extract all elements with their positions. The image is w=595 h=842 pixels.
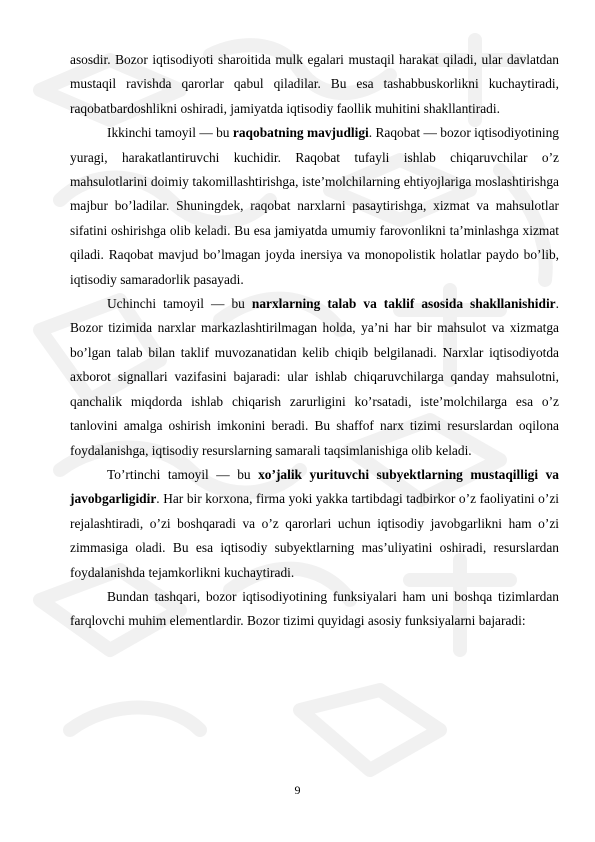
paragraph-text: . Har bir korxona, firma yoki yakka tartibdagi tadbirkor o’z faoliyatini o’zi rejalashtiradi, o’zi boshqaradi va o’z qarorlari uchun iqtisodiy javobgarlikni ham o’zi zimmasiga oladi. Bu esa iqtisodiy subyektlarning mas’uliyatini oshiradi, resurslardan foydalanishda tejamkorlikni kuchaytiradi. bbox=[70, 491, 559, 580]
paragraph-text: . Raqobat — bozor iqtisodiyotining yuragi, harakatlantiruvchi kuchidir. Raqobat tufayli ishlab chiqaruvchilar o’z mahsulotlarini doimiy takomillashtirishga, iste’molchilarning ehtiyojlariga moslashtirishga majbur bo’ladilar. Shuningdek, raqobat narxlarni pasaytirishga, xizmat va mahsulotlar sifatini oshirishga olib keladi. Bu esa jamiyatda umumiy farovonlikni ta’minlashga xizmat qiladi. Raqobat mavjud bo’lmagan joyda inersiya va monopolistik holatlar paydo bo’lib, iqtisodiy samaradorlik pasayadi. bbox=[70, 125, 559, 287]
paragraph-text: Uchinchi tamoyil — bu bbox=[107, 296, 252, 312]
paragraph bbox=[70, 121, 559, 292]
paragraph-text: asosdir. Bozor iqtisodiyoti sharoitida mulk egalari mustaqil harakat qiladi, ular davlatdan mustaqil ravishda qarorlar qabul qiladilar. Bu esa tashabbuskorlikni kuchaytiradi, raqobatbardoshlikni oshiradi, jamiyatda iqtisodiy faollik muhitini shakllantiradi. bbox=[70, 52, 559, 116]
paragraph-text: Ikkinchi tamoyil — bu bbox=[107, 125, 233, 141]
paragraph-text: . Bozor tizimida narxlar markazlashtirilmagan holda, ya’ni har bir mahsulot va xizmatga bo’lgan talab bilan taklif muvozanatidan kelib chiqib belgilanadi. Narxlar iqtisodiyotda axborot signallari vazifasini bajaradi: ular ishlab chiqaruvchilarga qanday mahsulotni, qanchalik miqdorda ishlab chiqarish zarurligini ko’rsatadi, iste’molchilarga esa o’z tanlovini amalga oshirish imkonini beradi. Bu shaffof narx tizimi resurslardan oqilona foydalanishga, iqtisodiy resurslarning samarali taqsimlanishiga olib keladi. bbox=[70, 296, 559, 458]
bold-term: narxlarning talab va taklif asosida shakllanishidir bbox=[251, 296, 556, 312]
paragraph-text: Bundan tashqari, bozor iqtisodiyotining funksiyalari ham uni boshqa tizimlardan farqlovchi muhim elementlardir. Bozor tizimi quyidagi asosiy funksiyalarni bajaradi: bbox=[70, 588, 559, 629]
bold-term: raqobatning mavjudligi bbox=[232, 125, 369, 141]
paragraph bbox=[70, 585, 559, 634]
bold-term: xo’jalik yurituvchi subyektlarning mustaqilligi va javobgarligidir bbox=[70, 466, 559, 507]
paragraph bbox=[70, 463, 559, 585]
document-body bbox=[70, 48, 559, 634]
paragraph bbox=[70, 292, 559, 463]
page-number: 9 bbox=[294, 783, 301, 797]
paragraph bbox=[70, 48, 559, 121]
paragraph-text: To’rtinchi tamoyil — bu bbox=[107, 466, 259, 482]
